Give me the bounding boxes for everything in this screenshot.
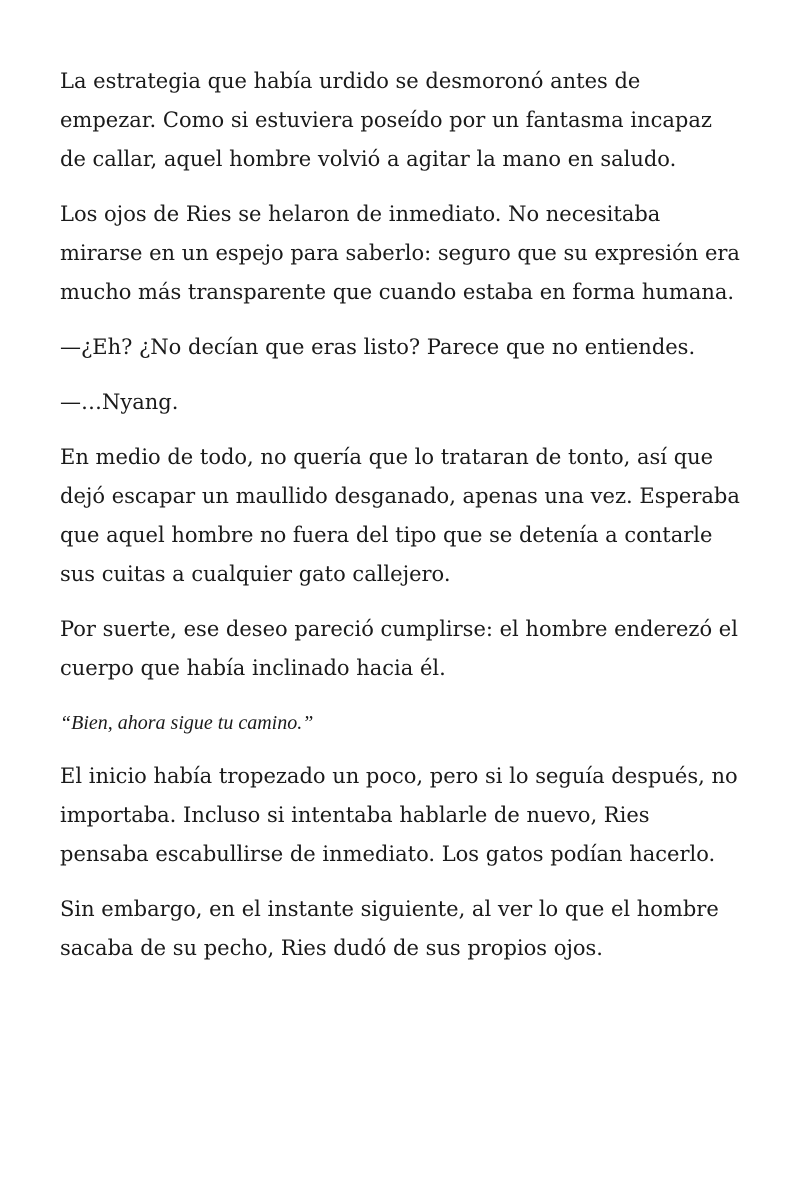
paragraph-3: En medio de todo, no quería que lo trataran de tonto, así que dejó escapar un maullido desganado, apenas una vez. Esperaba que aquel hombre no fuera del tipo que se detenía a contarle sus cuitas a cualquier gato callejero. bbox=[60, 445, 740, 586]
inner-thought: “Bien, ahora sigue tu camino.” bbox=[60, 712, 314, 734]
paragraph-5: El inicio había tropezado un poco, pero si lo seguía después, no importaba. Incluso si intentaba hablarle de nuevo, Ries pensaba escabullirse de inmediato. Los gatos podían hacerlo. bbox=[60, 764, 738, 866]
dialogue-line-1: —¿Eh? ¿No decían que eras listo? Parece que no entiendes. bbox=[60, 335, 696, 359]
paragraph-4: Por suerte, ese deseo pareció cumplirse: el hombre enderezó el cuerpo que había inclinado hacia él. bbox=[60, 617, 738, 680]
dialogue-line-2: —…Nyang. bbox=[60, 390, 179, 414]
paragraph-6: Sin embargo, en el instante siguiente, al ver lo que el hombre sacaba de su pecho, Ries dudó de sus propios ojos. bbox=[60, 897, 719, 960]
paragraph-1: La estrategia que había urdido se desmoronó antes de empezar. Como si estuviera poseído por un fantasma incapaz de callar, aquel hombre volvió a agitar la mano en saludo. bbox=[60, 69, 712, 171]
paragraph-2: Los ojos de Ries se helaron de inmediato. No necesitaba mirarse en un espejo para saberlo: seguro que su expresión era mucho más transparente que cuando estaba en forma humana. bbox=[60, 202, 740, 304]
